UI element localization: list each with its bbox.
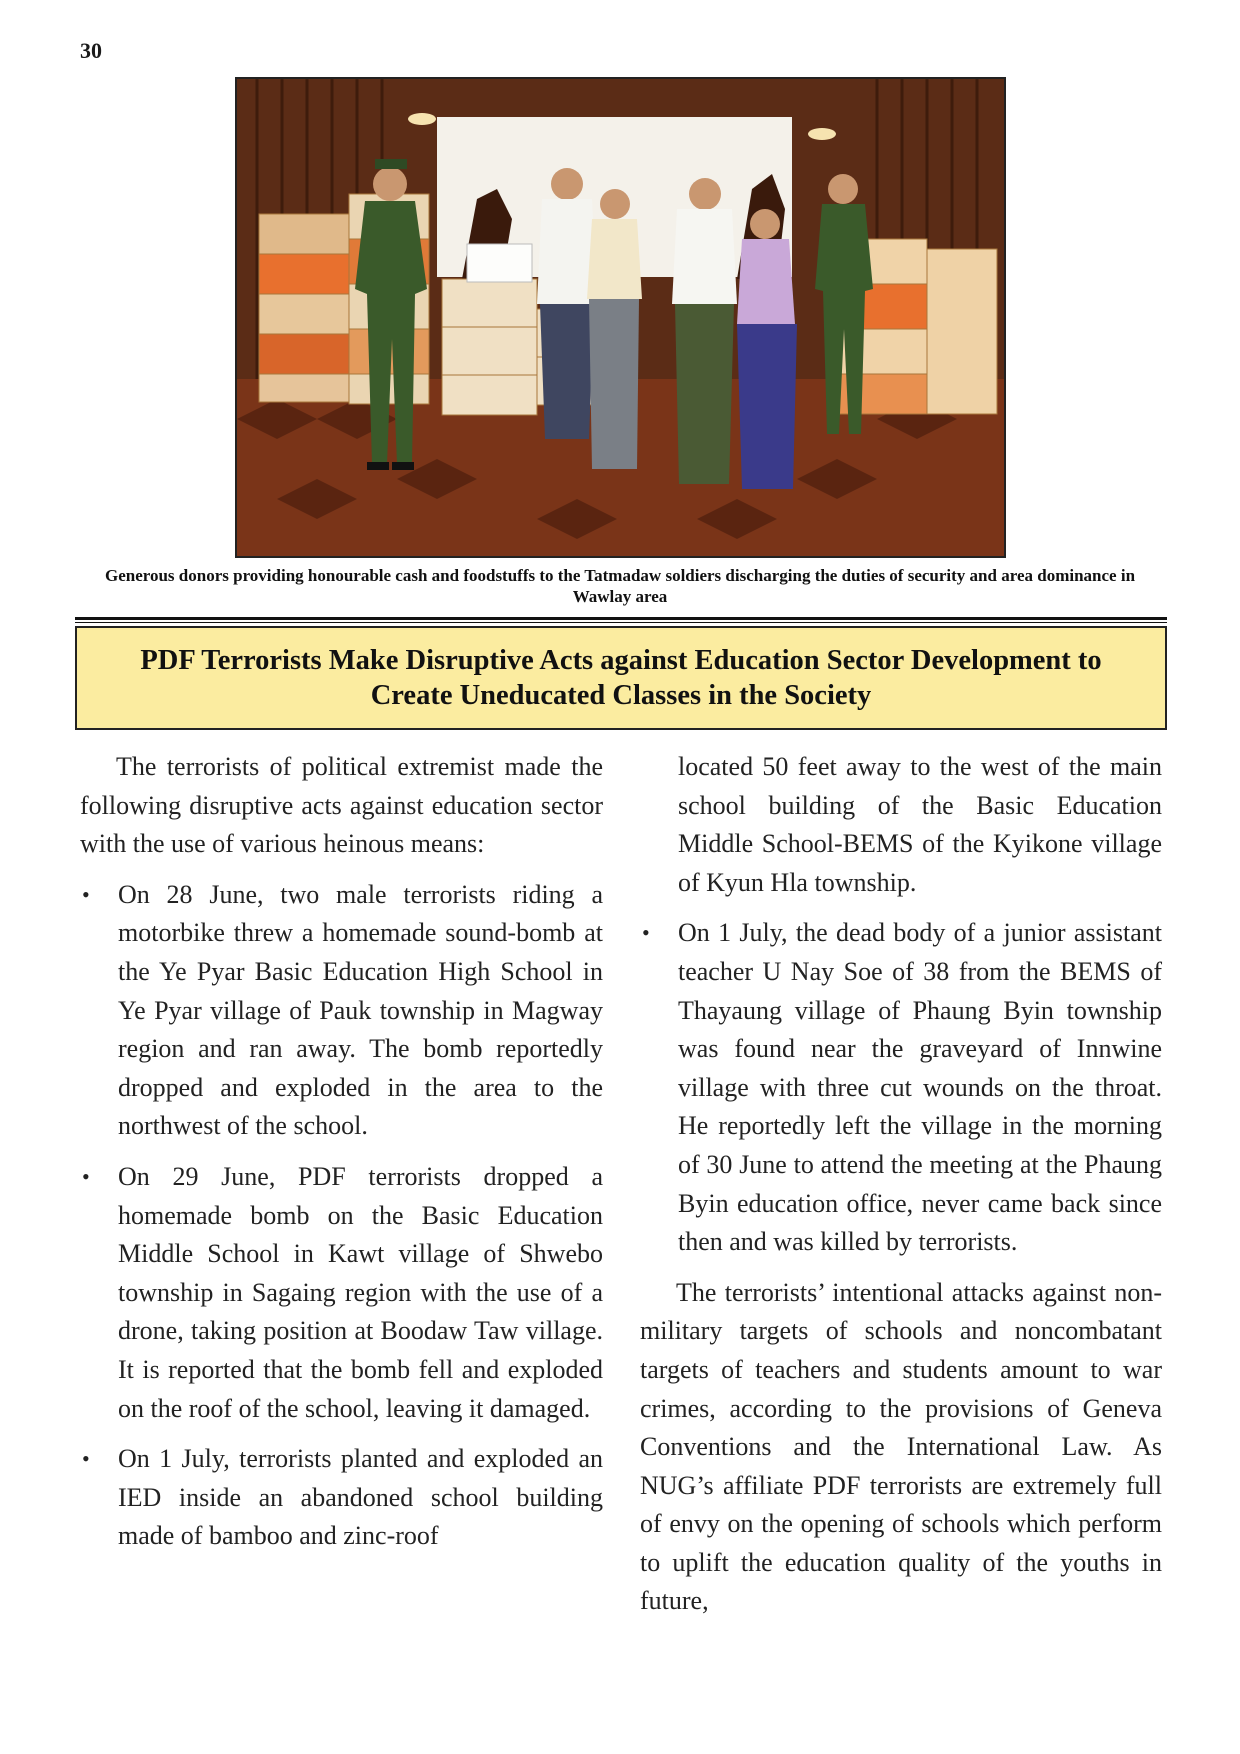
- bullet-icon: •: [82, 1163, 90, 1189]
- continuation-paragraph: located 50 feet away to the west of the main school building of the Basic Education Middle School-BEMS of the Kyikone village of Kyun Hla township.: [678, 752, 1162, 897]
- headline-box: [75, 626, 1167, 730]
- list-item: [80, 1440, 603, 1556]
- divider-rule: [75, 617, 1167, 620]
- list-item-text: On 1 July, terrorists planted and exploded an IED inside an abandoned school building made of bamboo and zinc-roof: [118, 1444, 603, 1551]
- bullet-icon: •: [82, 1446, 90, 1472]
- intro-paragraph: The terrorists of political extremist made the following disruptive acts against education sector with the use of various heinous means:: [80, 752, 603, 859]
- closing-paragraph: The terrorists’ intentional attacks against non-military targets of schools and noncombatant targets of teachers and students amount to war crimes, according to the provisions of Geneva Conventions and the International Law. As NUG’s affiliate PDF terrorists are extremely full of envy on the opening of schools which perform to uplift the education quality of the youths in future,: [640, 1277, 1162, 1616]
- right-column: [640, 748, 1162, 1633]
- page-number: 30: [80, 38, 102, 63]
- list-item-text: On 29 June, PDF terrorists dropped a homemade bomb on the Basic Education Middle School in Kawt village of Shwebo township in Sagaing region with the use of a drone, taking position at Boodaw Taw village. It is reported that the bomb fell and exploded on the roof of the school, leaving it damaged.: [118, 1161, 603, 1423]
- list-item-text: On 28 June, two male terrorists riding a motorbike threw a homemade sound-bomb at the Ye Pyar Basic Education High School in Ye Pyar village of Pauk township in Magway region and ran away. The bomb reportedly dropped and exploded in the area to the northwest of the school.: [118, 879, 603, 1141]
- incident-list-right: [640, 914, 1162, 1261]
- donation-photo: [235, 77, 1006, 558]
- bullet-icon: •: [642, 920, 650, 946]
- bullet-icon: •: [82, 881, 90, 907]
- photo-caption: Generous donors providing honourable cash and foodstuffs to the Tatmadaw soldiers discharging the duties of security and area dominance in Wawlay area: [104, 566, 1136, 606]
- divider-rule-thin: [75, 622, 1167, 623]
- list-item: [80, 876, 603, 1146]
- left-column: [80, 748, 603, 1568]
- incident-list-left: [80, 876, 603, 1556]
- list-item: [80, 1158, 603, 1428]
- list-item-text: On 1 July, the dead body of a junior assistant teacher U Nay Soe of 38 from the BEMS of Thayaung village of Phaung Byin township was found near the graveyard of Innwine village with three cut wounds on the throat. He reportedly left the village in the morning of 30 June to attend the meeting at the Phaung Byin education office, never came back since then and was killed by terrorists.: [678, 918, 1162, 1257]
- list-item: [640, 914, 1162, 1261]
- article-headline: PDF Terrorists Make Disruptive Acts against Education Sector Development to Create Uneducated Classes in the Society: [140, 645, 1102, 711]
